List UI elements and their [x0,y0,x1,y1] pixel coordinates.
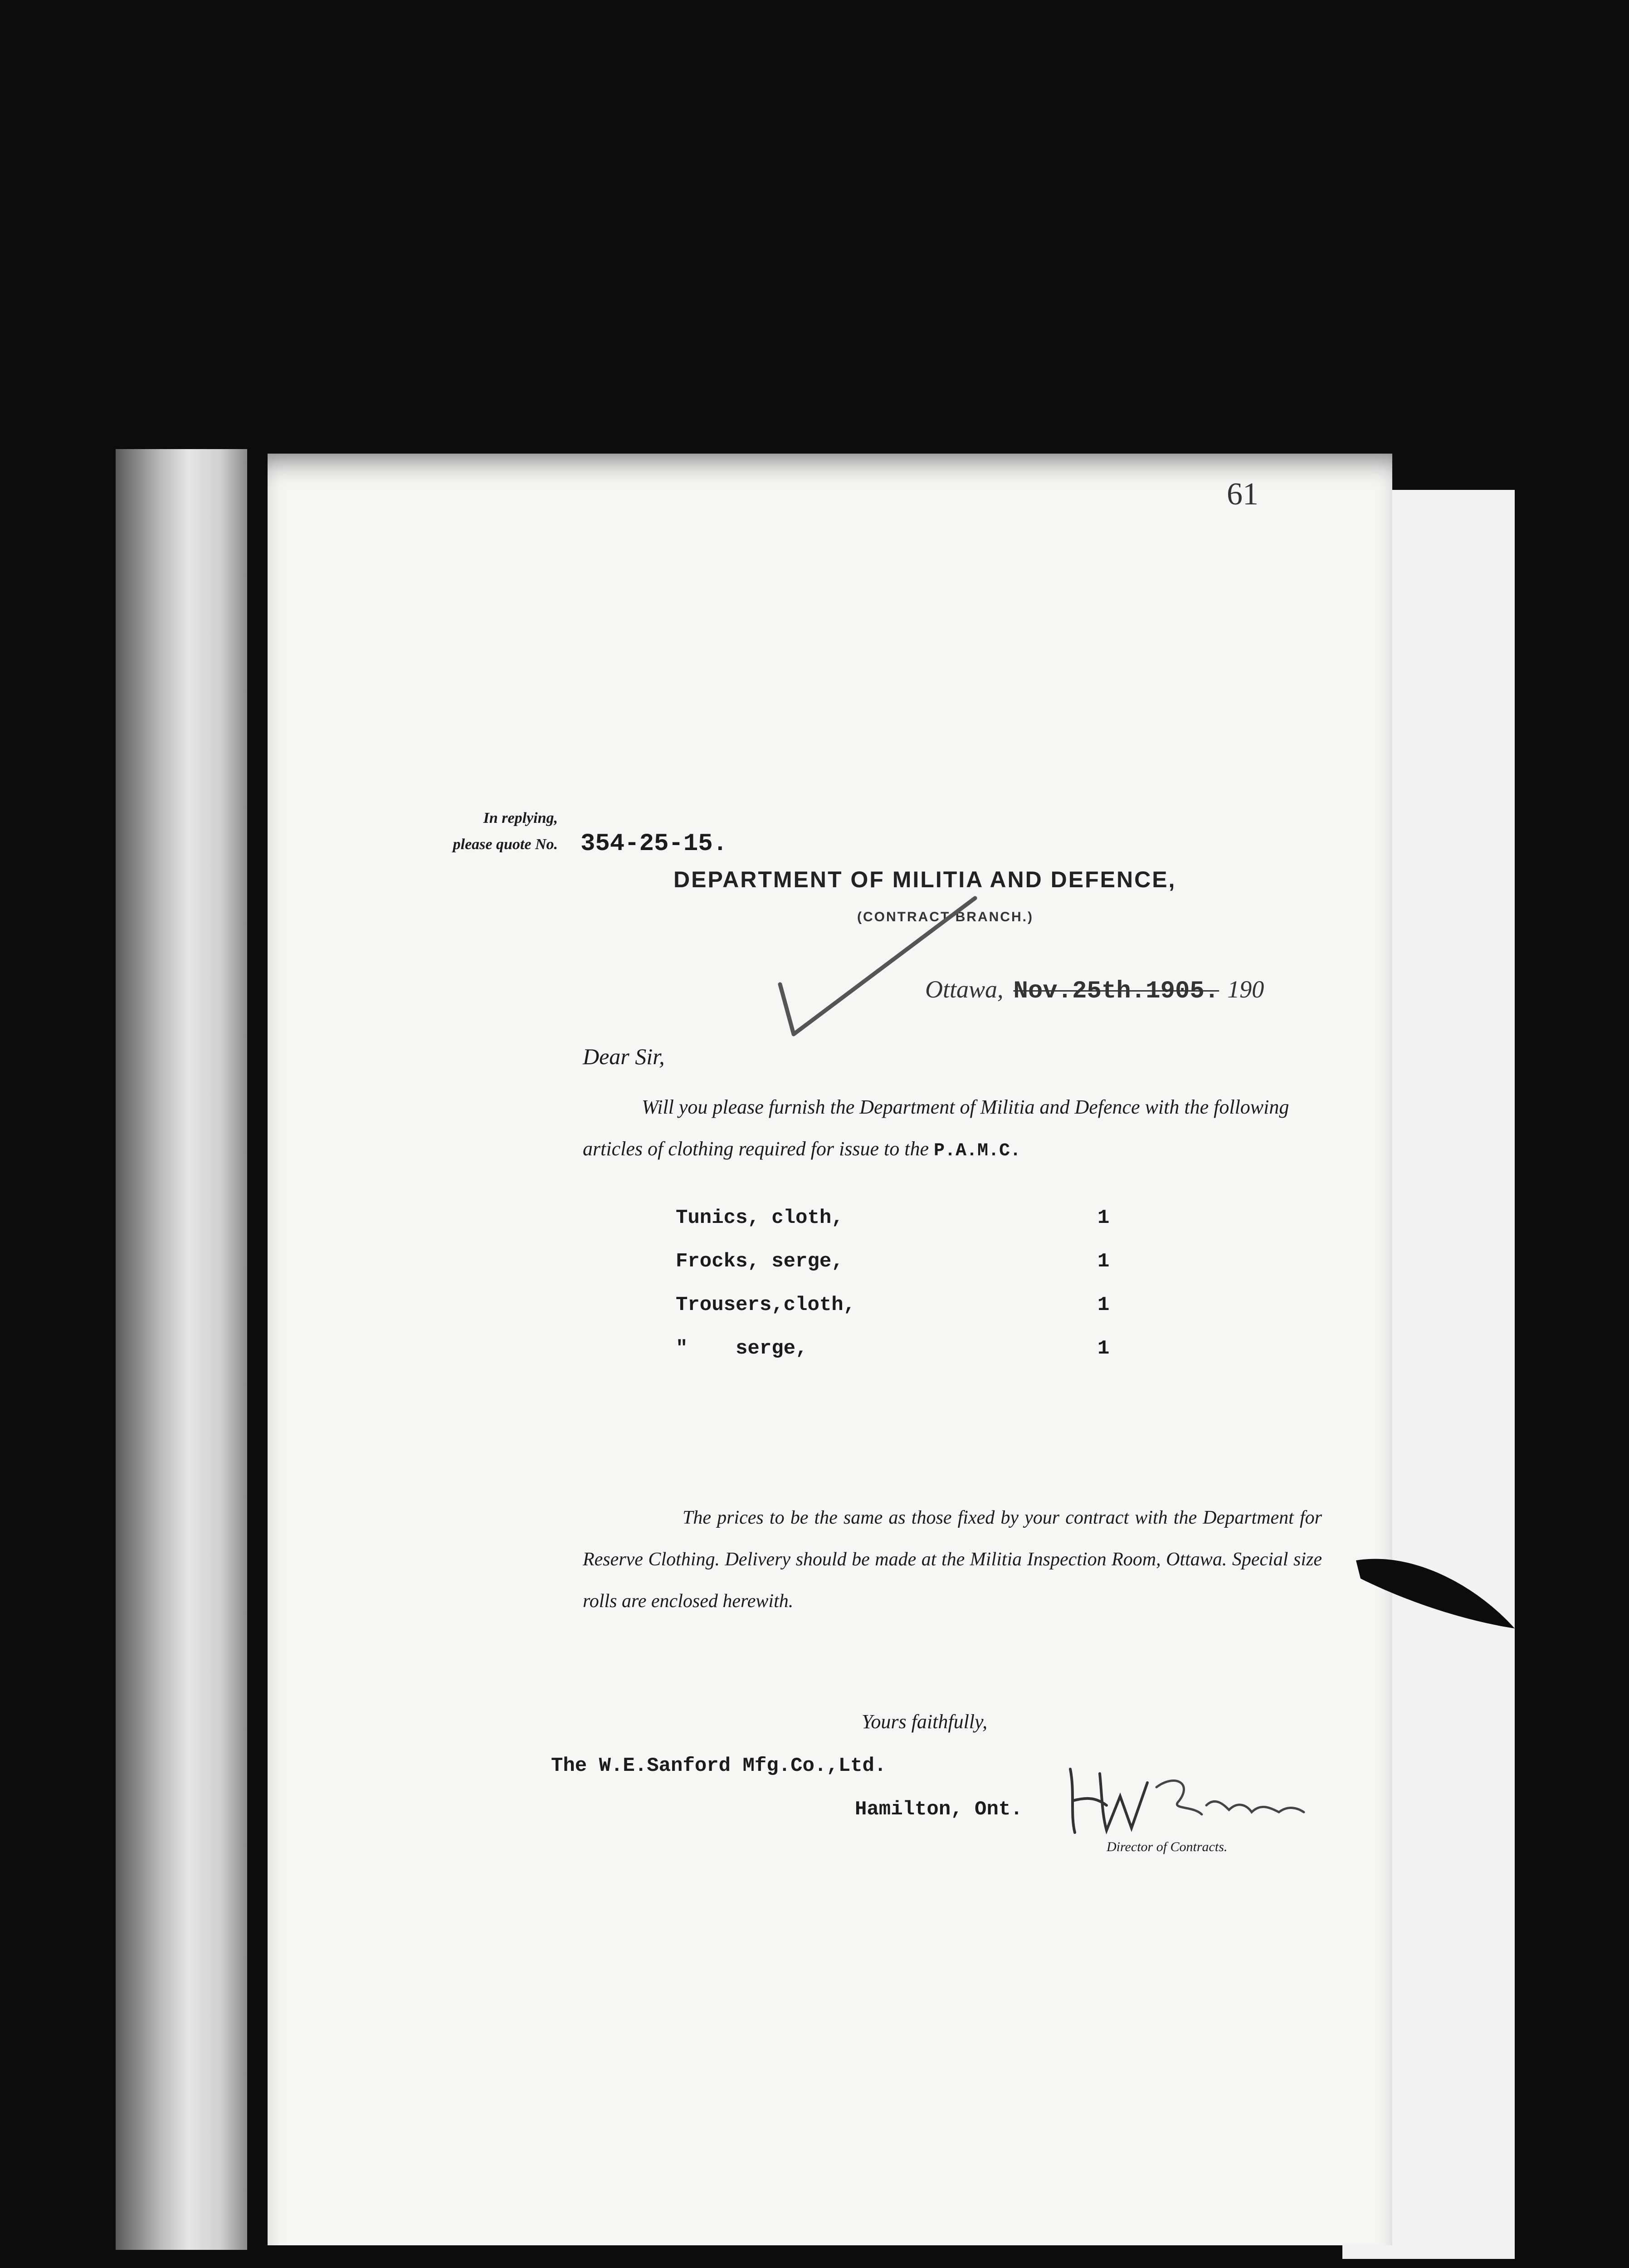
addressee-city: Hamilton, Ont. [855,1798,1023,1821]
reply-label-line-2: please quote No. [453,836,558,853]
item-qty: 1 [1097,1250,1110,1273]
department-heading: DEPARTMENT OF MILITIA AND DEFENCE, [673,867,1176,892]
date-place: Ottawa, [925,976,1004,1003]
items-list [676,1207,1129,1381]
date-printed-year: 190 [1227,976,1264,1003]
closing-paragraph: The prices to be the same as those fixed by your contract with the Department for Reserve Clothing. Delivery should be made at the Militia Inspection Room, Ottawa. Special size rolls are enclosed herewith. [583,1507,1322,1612]
signatory-title: Director of Contracts. [1107,1839,1228,1854]
date-line [925,975,1264,1005]
salutation: Dear Sir, [583,1044,665,1069]
item-name: " serge, [676,1337,808,1360]
item-qty: 1 [1097,1294,1110,1316]
reply-label-line-1: In replying, [483,810,558,826]
item-name: Trousers,cloth, [676,1294,856,1316]
list-item [676,1337,1129,1381]
item-name: Tunics, cloth, [676,1207,844,1229]
intro-text: Will you please furnish the Department of Militia and Defence with the following articles of clothing required for issue to the [583,1096,1289,1160]
sign-off: Yours faithfully, [862,1711,988,1733]
list-item [676,1207,1129,1250]
list-item [676,1294,1129,1337]
reply-label [435,805,558,858]
item-qty: 1 [1097,1207,1110,1229]
intro-unit: P.A.M.C. [934,1141,1021,1161]
check-mark-icon [766,889,984,1052]
branch-heading: (CONTRACT BRANCH.) [857,909,1034,924]
pen-tip-shadow [1356,1542,1519,1647]
signature [1057,1755,1311,1846]
reply-number: 354-25-15. [580,830,728,858]
list-item [676,1250,1129,1294]
intro-paragraph [583,1086,1327,1172]
addressee [551,1744,1023,1831]
addressee-company: The W.E.Sanford Mfg.Co.,Ltd. [551,1755,887,1777]
item-name: Frocks, serge, [676,1250,844,1273]
date-typed: Nov.25th.1905. [1013,978,1219,1005]
item-qty: 1 [1097,1337,1110,1360]
page-number: 61 [1227,477,1258,512]
binding-strip [116,449,247,2250]
